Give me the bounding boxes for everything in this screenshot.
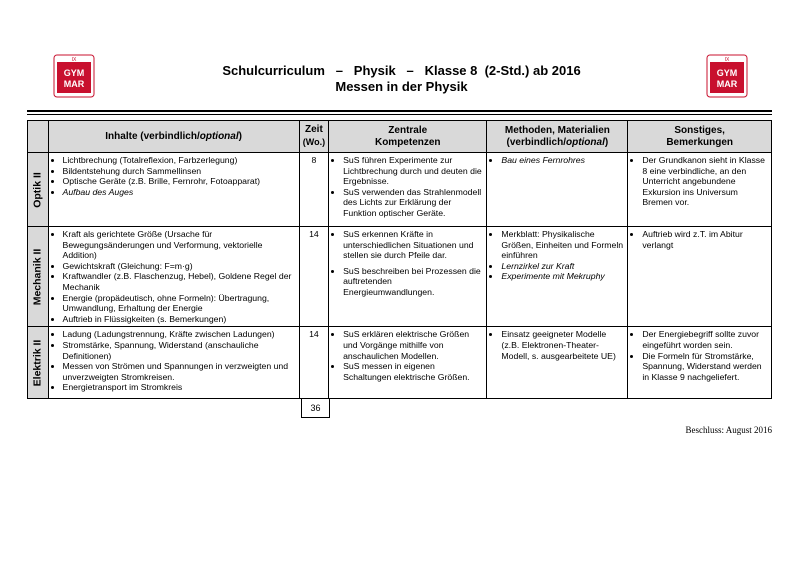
header-methoden: Methoden, Materialien (verbindlich/optional) <box>487 121 628 153</box>
total-zeit: 36 <box>301 398 330 418</box>
section-label-cell <box>28 327 49 399</box>
header-divider-thick <box>27 110 772 112</box>
document-subtitle: Messen in der Physik <box>335 79 468 94</box>
section-label: Elektrik II <box>31 339 44 387</box>
list-item: • Kraftwandler (z.B. Flaschenzug, Hebel), Goldene Regel der Mechanik <box>63 271 296 292</box>
list-item: • Einsatz geeigneter Modelle (z.B. Elektronen-Theater-Modell, s. ausgearbeitete UE) <box>501 329 624 361</box>
list-item: • SuS erklären elektrische Größen und Vorgänge mithilfe von anschaulichen Modellen. <box>343 329 483 361</box>
list-item: • Der Grundkanon sieht in Klasse 8 eine verbindliche, an den Unterricht angebundene Exkursion ins Universum Bremen vor. <box>642 155 768 208</box>
list-item: • Energie (propädeutisch, ohne Formeln): Übertragung, Umwandlung, Erhaltung der Energie <box>63 293 296 314</box>
header-kompetenzen: Zentrale Kompetenzen <box>329 121 487 153</box>
section-label: Mechanik II <box>31 248 44 305</box>
table-row <box>28 227 772 327</box>
list-item: • SuS verwenden das Strahlenmodell des Lichts zur Erklärung der Funktion optischer Geräte. <box>343 187 483 219</box>
sonstiges-cell <box>628 153 772 227</box>
list-item: • Lichtbrechung (Totalreflexion, Farbzerlegung) <box>63 155 296 166</box>
methoden-cell <box>487 227 628 327</box>
list-item: • SuS beschreiben bei Prozessen die auftretenden Energieumwandlungen. <box>343 266 483 298</box>
zeit-cell: 8 <box>299 153 328 227</box>
logo-top-mark: IX <box>724 57 730 63</box>
list-item: • SuS führen Experimente zur Lichtbrechung durch und deuten die Ergebnisse. <box>343 155 483 187</box>
inhalte-cell <box>48 153 299 227</box>
list-item: • Auftrieb wird z.T. im Abitur verlangt <box>642 229 768 250</box>
list-item: • SuS erkennen Kräfte in unterschiedlichen Situationen und stellen sie durch Pfeile dar. <box>343 229 483 261</box>
inhalte-cell <box>48 327 299 399</box>
table-header-row <box>28 121 772 153</box>
list-item: • Bildentstehung durch Sammellinsen <box>63 166 296 177</box>
document-header <box>101 59 702 98</box>
section-label: Optik II <box>31 171 44 208</box>
kompetenzen-cell <box>329 227 487 327</box>
list-item: • Energietransport im Stromkreis <box>63 382 296 393</box>
list-item: • Der Energiebegriff sollte zuvor eingeführt worden sein. <box>642 329 768 350</box>
table-row <box>28 153 772 227</box>
school-logo-left <box>52 53 96 99</box>
zeit-cell: 14 <box>299 227 328 327</box>
list-item: • Die Formeln für Stromstärke, Spannung, Widerstand werden in Klasse 9 nachgeliefert. <box>642 351 768 383</box>
table-row <box>28 327 772 399</box>
list-item: • Merkblatt: Physikalische Größen, Einheiten und Formeln einführen <box>501 229 624 261</box>
svg-text:MAR: MAR <box>716 79 738 89</box>
header-zeit: Zeit (Wo.) <box>299 121 328 153</box>
methoden-cell <box>487 153 628 227</box>
list-item: • Auftrieb in Flüssigkeiten (s. Bemerkungen) <box>63 314 296 325</box>
sonstiges-cell <box>628 227 772 327</box>
section-label-cell <box>28 153 49 227</box>
beschluss-note: Beschluss: August 2016 <box>685 425 772 435</box>
list-item: • Experimente mit Mekruphy <box>501 271 624 282</box>
list-item: • Lernzirkel zur Kraft <box>501 261 624 272</box>
list-item: • SuS messen in eigenen Schaltungen elektrische Größen. <box>343 361 483 382</box>
header-divider-thin <box>27 114 772 115</box>
logo-top-mark: IX <box>71 57 77 63</box>
list-item: • Aufbau des Auges <box>63 187 296 198</box>
methoden-cell <box>487 327 628 399</box>
section-label-cell <box>28 227 49 327</box>
sonstiges-cell <box>628 327 772 399</box>
list-item: • Bau eines Fernrohres <box>501 155 624 166</box>
curriculum-table <box>27 120 772 399</box>
kompetenzen-cell <box>329 153 487 227</box>
svg-text:GYM: GYM <box>63 68 85 78</box>
document-title: Schulcurriculum – Physik – Klasse 8 (2-Std.) ab 2016 <box>222 63 581 78</box>
svg-text:MAR: MAR <box>63 79 85 89</box>
list-item: • Stromstärke, Spannung, Widerstand (anschauliche Definitionen) <box>63 340 296 361</box>
list-item: • Gewichtskraft (Gleichung: F=m·g) <box>63 261 296 272</box>
list-item: • Optische Geräte (z.B. Brille, Fernrohr, Fotoapparat) <box>63 176 296 187</box>
inhalte-cell <box>48 227 299 327</box>
zeit-cell: 14 <box>299 327 328 399</box>
header-sonstiges: Sonstiges, Bemerkungen <box>628 121 772 153</box>
list-item: • Messen von Strömen und Spannungen in verzweigten und unverzweigten Stromkreisen. <box>63 361 296 382</box>
header-section-cell <box>28 121 49 153</box>
list-item: • Ladung (Ladungstrennung, Kräfte zwischen Ladungen) <box>63 329 296 340</box>
header-inhalte: Inhalte (verbindlich/optional) <box>48 121 299 153</box>
list-item: • Kraft als gerichtete Größe (Ursache für Bewegungsänderungen und Verformung, vektorielle Addition) <box>63 229 296 261</box>
kompetenzen-cell <box>329 327 487 399</box>
school-logo-right <box>705 53 749 99</box>
svg-text:GYM: GYM <box>716 68 738 78</box>
